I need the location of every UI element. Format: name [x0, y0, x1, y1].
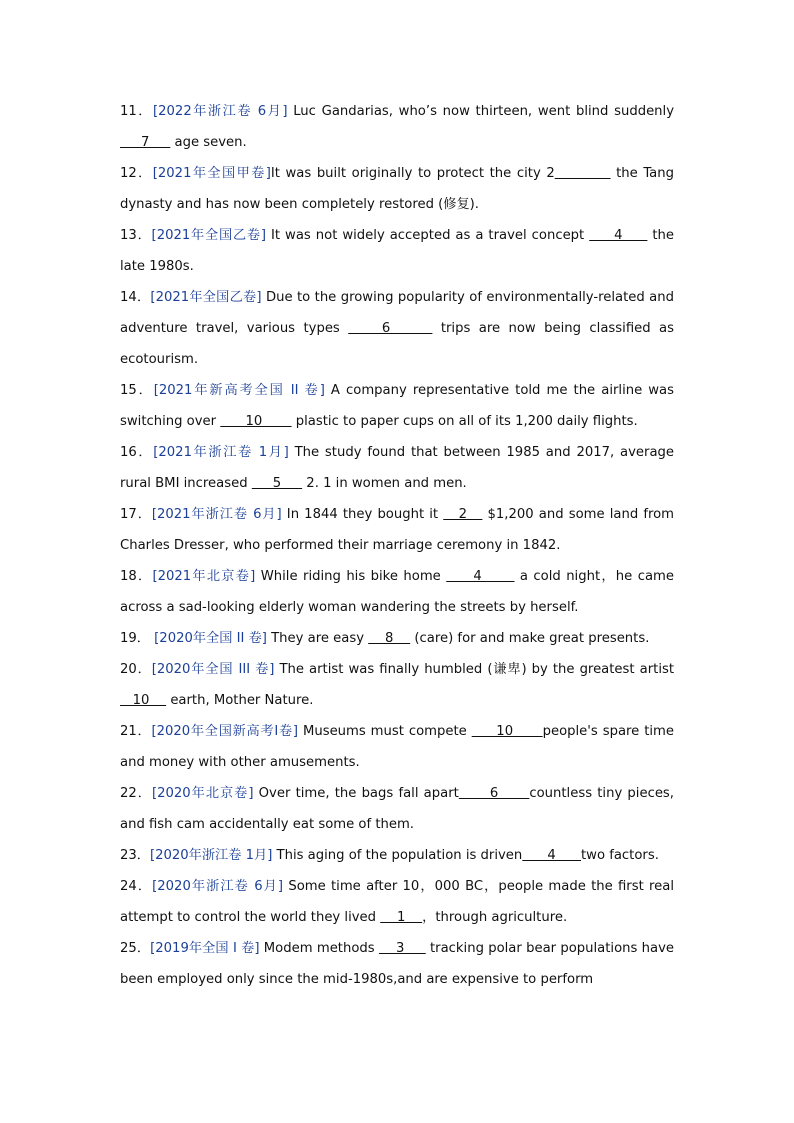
- sentence-end: the late 1980s.: [120, 228, 675, 274]
- sentence-end: ，through agriculture.: [422, 910, 568, 925]
- source-tag: [2021年新高考全国 II 卷]: [153, 383, 325, 398]
- item-number: 25．: [120, 941, 151, 956]
- source-tag: [2020年全国新高考Ⅰ卷]: [151, 724, 299, 739]
- source-tag: [2020年北京卷]: [151, 786, 254, 801]
- sentence-start: While riding his bike home: [255, 569, 447, 584]
- sentence-end: age seven.: [170, 135, 247, 150]
- item-number: 20．: [120, 662, 152, 677]
- source-tag: [2020年全国 II 卷]: [149, 631, 267, 646]
- exercise-item: [120, 437, 674, 499]
- sentence-end: (care) for and make great presents.: [410, 631, 650, 646]
- sentence-end: people's spare time and money with other amusements.: [120, 724, 674, 770]
- sentence-start: The artist was finally humbled (谦卑) by the greatest artist: [274, 662, 675, 677]
- sentence-start: Museums must compete: [298, 724, 472, 739]
- sentence-start: It was not widely accepted as a travel concept: [266, 228, 590, 243]
- exercise-list: [120, 96, 674, 995]
- exercise-item: [120, 871, 674, 933]
- source-tag: [2020年浙江卷 6月]: [152, 879, 284, 894]
- sentence-start: This aging of the population is driven: [272, 848, 523, 863]
- source-tag: [2022年浙江卷 6月]: [153, 104, 288, 119]
- source-tag: [2021年全国乙卷]: [151, 228, 267, 243]
- exercise-item: [120, 220, 674, 282]
- sentence-start: Due to the growing popularity of environmentally-related and adventure travel, various types: [120, 290, 674, 336]
- answer-blank: 8: [368, 631, 411, 646]
- exercise-item: [120, 840, 674, 871]
- item-number: 12．: [120, 166, 153, 181]
- sentence-start: Over time, the bags fall apart: [253, 786, 459, 801]
- exercise-item: [120, 933, 674, 995]
- item-number: 15．: [120, 383, 154, 398]
- sentence-end: a cold night，he came across a sad-looking elderly woman wandering the streets by herself.: [120, 569, 675, 615]
- sentence-start: It was built originally to protect the city 2: [270, 166, 555, 181]
- sentence-start: A company representative told me the airline was switching over: [120, 383, 675, 429]
- sentence-start: Modem methods: [259, 941, 379, 956]
- answer-blank: 3: [378, 941, 426, 956]
- sentence-end: $1,200 and some land from Charles Dresser, who performed their marriage ceremony in 1842.: [120, 507, 675, 553]
- sentence-end: trips are now being classified as ecotourism.: [120, 321, 674, 367]
- source-tag: [2019年全国 I 卷]: [150, 941, 260, 956]
- source-tag: [2020年全国 III 卷]: [151, 662, 275, 677]
- exercise-item: [120, 778, 674, 840]
- item-number: 16．: [120, 445, 154, 460]
- exercise-item: [120, 375, 674, 437]
- answer-blank: 4: [589, 228, 648, 243]
- source-tag: [2021年全国乙卷]: [150, 290, 262, 305]
- exercise-item: [120, 716, 674, 778]
- sentence-end: plastic to paper cups on all of its 1,200 daily flights.: [291, 414, 638, 429]
- answer-blank: 7: [120, 135, 171, 150]
- exercise-item: [120, 96, 674, 158]
- exercise-item: [120, 654, 674, 716]
- exercise-item: [120, 282, 674, 375]
- exercise-item: [120, 158, 674, 220]
- answer-blank: 6: [458, 786, 530, 801]
- sentence-start: They are easy: [266, 631, 369, 646]
- answer-blank: 4: [446, 569, 515, 584]
- sentence-start: In 1844 they bought it: [281, 507, 444, 522]
- item-number: 13．: [120, 228, 152, 243]
- exercise-item: [120, 561, 674, 623]
- item-number: 14．: [120, 290, 151, 305]
- item-number: 17．: [120, 507, 152, 522]
- exercise-item: [120, 623, 674, 654]
- sentence-end: earth, Mother Nature.: [166, 693, 314, 708]
- sentence-start: Luc Gandarias, who’s now thirteen, went blind suddenly: [287, 104, 675, 119]
- sentence-end: tracking polar bear populations have been employed only since the mid-1980s,and are expensive to perform: [120, 941, 675, 987]
- source-tag: [2020年浙江卷 1月]: [149, 848, 273, 863]
- answer-blank: 10: [220, 414, 292, 429]
- source-tag: [2021年全国甲卷]: [152, 166, 271, 181]
- sentence-end: countless tiny pieces, and fish cam accidentally eat some of them.: [120, 786, 674, 832]
- answer-blank: 10: [120, 693, 167, 708]
- answer-blank: 4: [522, 848, 581, 863]
- source-tag: [2021年北京卷]: [152, 569, 256, 584]
- sentence-start: The study found that between 1985 and 2017, average rural BMI increased: [120, 445, 675, 491]
- sentence-end: the Tang dynasty and has now been completely restored (修复).: [120, 166, 674, 212]
- answer-blank: 2: [443, 507, 483, 522]
- item-number: 11．: [120, 104, 153, 119]
- answer-blank: 10: [471, 724, 543, 739]
- item-number: 18．: [120, 569, 153, 584]
- item-number: 22．: [120, 786, 152, 801]
- item-number: 21．: [120, 724, 152, 739]
- item-number: 24．: [120, 879, 153, 894]
- answer-blank: 1: [380, 910, 423, 925]
- sentence-end: 2. 1 in women and men.: [302, 476, 467, 491]
- source-tag: [2021年浙江卷 1月]: [153, 445, 289, 460]
- source-tag: [2021年浙江卷 6月]: [151, 507, 282, 522]
- exercise-item: [120, 499, 674, 561]
- answer-blank: [555, 166, 611, 181]
- answer-blank: 6: [348, 321, 433, 336]
- sentence-end: two factors.: [580, 848, 659, 863]
- item-number: 19．: [120, 631, 150, 646]
- item-number: 23．: [120, 848, 150, 863]
- answer-blank: 5: [251, 476, 303, 491]
- sentence-start: Some time after 10，000 BC，people made the first real attempt to control the world they lived: [120, 879, 675, 925]
